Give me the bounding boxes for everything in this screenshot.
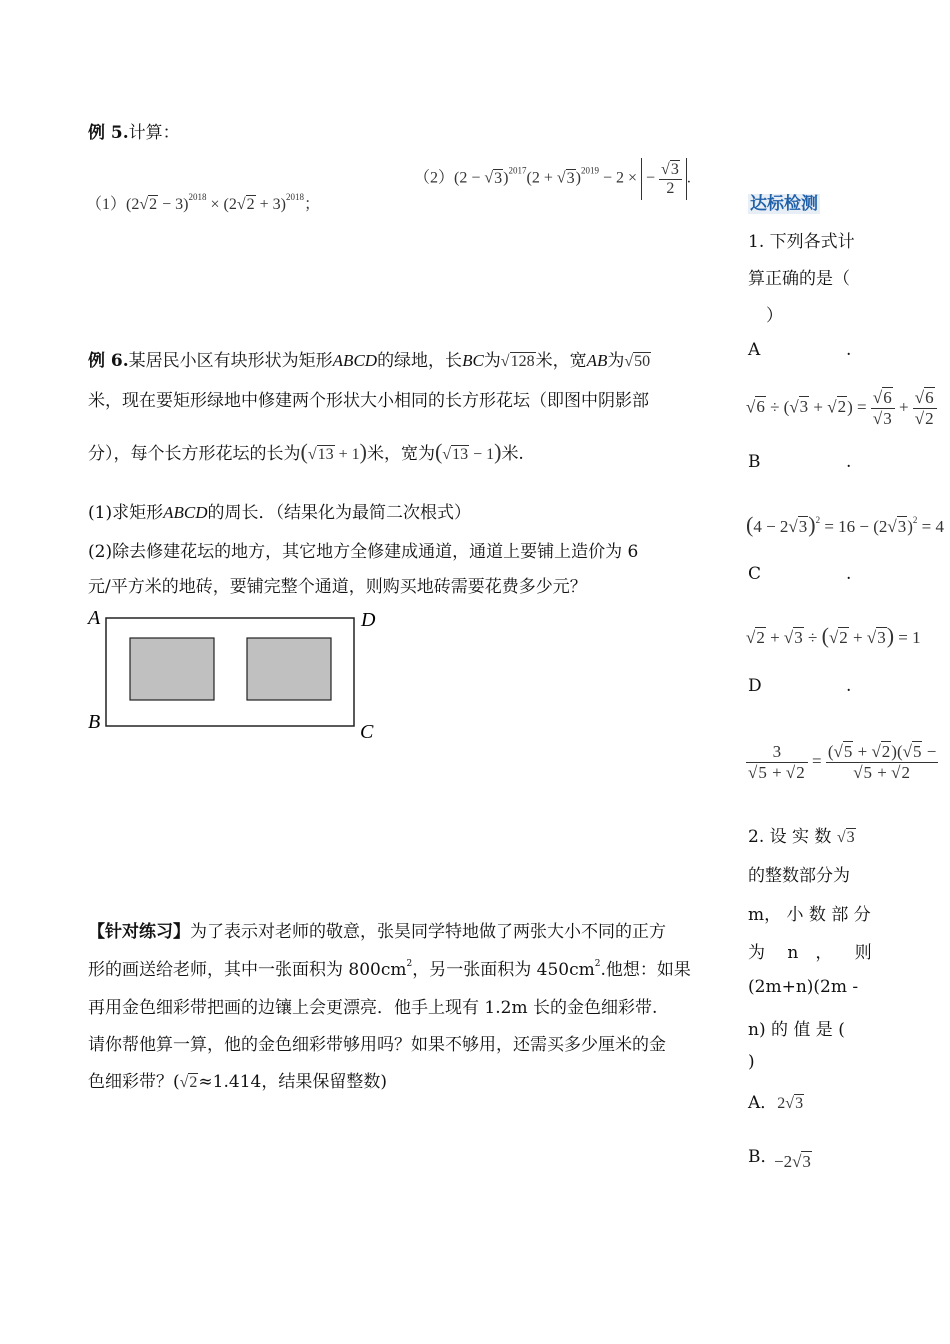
text: 形的画送给老师，其中一张面积为 800cm bbox=[88, 960, 407, 980]
sqrt-128: 128 bbox=[510, 353, 535, 370]
option-b-dot: . bbox=[846, 452, 852, 472]
superscript: 2 bbox=[406, 959, 413, 969]
sidebar-q2-line4: 为 n ， 则 bbox=[748, 943, 872, 963]
example6-label: 例 6. bbox=[88, 351, 129, 371]
bc-label: BC bbox=[462, 351, 484, 370]
example6-question2-line1: (2)除去修建花坛的地方，其它地方全修建成通道，通道上要铺上造价为 6 bbox=[88, 542, 639, 562]
sqrt-13: 13 bbox=[317, 446, 334, 463]
text: 分），每个长方形花坛的长为 bbox=[88, 444, 301, 464]
abcd-label: ABCD bbox=[332, 351, 378, 370]
example5-instruction: 计算： bbox=[128, 123, 180, 143]
text: (1)求矩形 bbox=[88, 503, 164, 523]
vertex-b-label: B bbox=[88, 711, 101, 733]
example6-question2-line2: 元/平方米的地砖，要铺完整个通道，则购买地砖需要花费多少元？ bbox=[88, 577, 587, 597]
sidebar-q1-line1: 1. 下列各式计 bbox=[748, 232, 855, 252]
sidebar-q2-line5: (2m+n)(2m - bbox=[748, 977, 859, 997]
text: A． bbox=[748, 1093, 778, 1113]
practice-line3: 再用金色细彩带把画的边镶上会更漂亮．他手上现有 1.2m 长的金色细彩带. bbox=[88, 998, 658, 1018]
example6-question1 bbox=[88, 498, 738, 523]
part1-tail: ； bbox=[303, 196, 320, 213]
sidebar-q2-line7: ) bbox=[748, 1052, 755, 1072]
vertex-d-label: D bbox=[361, 609, 376, 631]
practice-line4: 请你帮他算一算，他的金色细彩带够用吗？如果不够用，还需买多少厘米的金 bbox=[88, 1035, 666, 1055]
text: 为了表示对老师的敬意，张昊同学特地做了两张大小不同的正方 bbox=[190, 922, 666, 942]
option-d-dot: . bbox=[846, 676, 852, 696]
example5-title bbox=[88, 118, 180, 143]
part2-number: （2） bbox=[414, 169, 455, 187]
option-b-label: B bbox=[748, 452, 761, 472]
heading-text: 达标检测 bbox=[750, 194, 818, 214]
text: ，另一张面积为 450cm bbox=[412, 960, 595, 980]
text: B． bbox=[748, 1147, 778, 1167]
exponent: 2018 bbox=[285, 192, 304, 202]
text: 为 bbox=[483, 351, 501, 371]
sidebar-q2-option-a: A．2√3 bbox=[748, 1093, 804, 1113]
option-a-dot: . bbox=[846, 340, 852, 360]
vertex-c-label: C bbox=[360, 721, 374, 743]
option-c-formula: √2 + √3 ÷ (√2 + √3) = 1 bbox=[746, 623, 921, 648]
exponent: 2017 bbox=[508, 165, 527, 176]
flowerbed-left bbox=[130, 638, 214, 700]
option-a-formula: √6 ÷ (√3 + √2) = $\frac{√6}{√3}$ + $\frac{√6}{√2}$ bbox=[746, 388, 937, 429]
sqrt-13: 13 bbox=[452, 446, 469, 463]
rectangle-abcd-figure bbox=[84, 604, 384, 744]
part1-number: （1） bbox=[86, 196, 127, 213]
option-a-label: A bbox=[748, 340, 761, 360]
practice-line2 bbox=[88, 955, 738, 980]
option-b-formula: $(4 - 2√3)^2 = 16 - (2√3)^2 = 4$ bbox=[746, 512, 945, 537]
sidebar-q2-option-b-value: −2√3 bbox=[774, 1152, 811, 1171]
exponent: 2019 bbox=[580, 165, 599, 176]
superscript: 2 bbox=[594, 959, 601, 969]
option-d-label: D bbox=[748, 676, 762, 696]
text: 米，宽 bbox=[535, 351, 587, 371]
vertex-a-label: A bbox=[88, 607, 101, 629]
exponent: 2018 bbox=[188, 192, 207, 202]
option-c-label: C bbox=[748, 564, 762, 584]
practice-tag: 【针对练习】 bbox=[88, 922, 190, 942]
text: .他想：如果 bbox=[600, 960, 691, 980]
example6-line2: 米，现在要矩形绿地中修建两个形状大小相同的长方形花坛（即图中阴影部 bbox=[88, 391, 649, 411]
text: 米. bbox=[501, 444, 524, 464]
sidebar-heading bbox=[748, 189, 820, 214]
practice-line5: 色细彩带？(√2≈1.414，结果保留整数) bbox=[88, 1072, 387, 1092]
text: 色细彩带？( bbox=[88, 1072, 180, 1092]
example5-label: 例 5. bbox=[88, 123, 129, 143]
text: 的周长．（结果化为最简二次根式） bbox=[207, 503, 471, 523]
sqrt3-over-2-fraction: $\frac{√3}{2}$ bbox=[659, 161, 682, 198]
option-d-formula: $\frac{3}{√5 + √2}$ = $\frac{(√5 + √2)(√5 -}{√5 + √2}$ bbox=[748, 742, 937, 782]
sidebar-q1-line3: ） bbox=[766, 306, 783, 326]
practice-line1 bbox=[88, 917, 738, 942]
option-c-dot: . bbox=[846, 564, 852, 584]
sqrt-50: 50 bbox=[634, 353, 651, 370]
sidebar-q2-line3: m， 小 数 部 分 bbox=[748, 905, 871, 925]
example6-line1: 例 6.某居民小区有块形状为矩形ABCD的绿地，长BC为√128米，宽AB为√50 bbox=[88, 351, 651, 371]
text: 2. 设 实 数 bbox=[748, 827, 832, 847]
sidebar-q2-line2: 的整数部分为 bbox=[748, 866, 850, 886]
example5-part2: $(2)(2 - √3)^{2017}(2 + √3)^{2019} - 2$ × − $\frac{√3}{2}$ . bbox=[414, 158, 691, 200]
text: 的绿地，长 bbox=[377, 351, 463, 371]
flowerbed-right bbox=[247, 638, 331, 700]
example5-part1: $(1)(2√2 - 3)^{2018} \times (2√2 + 3)^{2018}$； bbox=[86, 192, 320, 213]
sidebar-q2-line1: 2. 设 实 数 √3 bbox=[748, 827, 855, 847]
text: 为 bbox=[607, 351, 625, 371]
text: 某居民小区有块形状为矩形 bbox=[128, 351, 333, 371]
sidebar-q2-line6: n) 的 值 是 ( bbox=[748, 1020, 845, 1040]
sidebar-q1-line2: 算正确的是（ bbox=[748, 269, 850, 289]
abcd-label: ABCD bbox=[163, 503, 208, 522]
text: ≈1.414，结果保留整数) bbox=[198, 1072, 387, 1092]
text: 米，宽为 bbox=[366, 444, 435, 464]
ab-label: AB bbox=[586, 351, 608, 370]
example6-line3: 分），每个长方形花坛的长为(√13 + 1)米，宽为(√13 − 1)米. bbox=[88, 439, 524, 464]
